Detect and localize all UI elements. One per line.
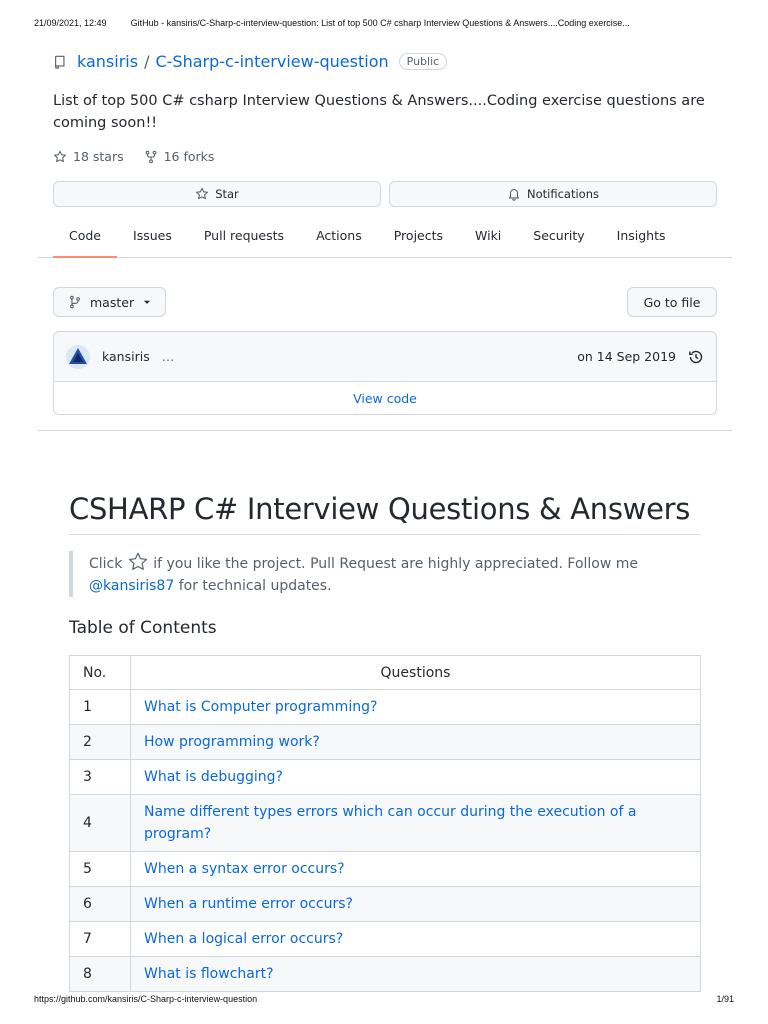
question-link[interactable]: When a logical error occurs? bbox=[131, 922, 701, 957]
repo-description: List of top 500 C# csharp Interview Questions & Answers....Coding exercise questions are coming soon!! bbox=[53, 93, 705, 131]
forks-link[interactable] bbox=[144, 149, 215, 164]
row-number: 5 bbox=[70, 852, 131, 887]
notifications-button[interactable] bbox=[389, 181, 717, 207]
tab-security[interactable]: Security bbox=[533, 227, 585, 243]
branch-name: master bbox=[90, 294, 135, 310]
table-row bbox=[70, 760, 701, 795]
column-header-questions: Questions bbox=[131, 656, 701, 690]
repo-action-buttons bbox=[53, 181, 717, 207]
repo-icon bbox=[53, 55, 67, 69]
question-link[interactable]: What is flowchart? bbox=[131, 957, 701, 992]
commit-author-link[interactable]: kansiris bbox=[102, 349, 150, 364]
table-row bbox=[70, 690, 701, 725]
section-divider bbox=[38, 430, 732, 431]
row-number: 2 bbox=[70, 725, 131, 760]
view-code-link[interactable]: View code bbox=[353, 390, 417, 406]
repo-meta bbox=[53, 149, 214, 164]
repo-header bbox=[53, 52, 447, 71]
star-button-label: Star bbox=[215, 187, 239, 201]
fork-icon bbox=[144, 150, 158, 164]
tab-pull-requests[interactable]: Pull requests bbox=[203, 227, 285, 243]
print-page-title: GitHub - kansiris/C-Sharp-c-interview-question: List of top 500 C# csharp Interview Questions & Answers....Coding exercise... bbox=[130, 18, 630, 28]
row-number: 7 bbox=[70, 922, 131, 957]
quote-body-text: if you like the project. Pull Request are highly appreciated. Follow me bbox=[153, 556, 639, 572]
repo-name-link[interactable]: C-Sharp-c-interview-question bbox=[155, 52, 389, 71]
table-row bbox=[70, 795, 701, 852]
table-row bbox=[70, 922, 701, 957]
repo-slash: / bbox=[144, 52, 150, 71]
print-page-number: 1/91 bbox=[716, 994, 734, 1004]
repo-tabs bbox=[38, 213, 732, 258]
readme-title: CSHARP C# Interview Questions & Answers bbox=[69, 492, 701, 535]
table-row bbox=[70, 957, 701, 992]
star-icon bbox=[53, 150, 67, 164]
commit-date: on 14 Sep 2019 bbox=[577, 349, 676, 364]
tab-wiki[interactable]: Wiki bbox=[475, 227, 502, 243]
print-header bbox=[34, 18, 734, 28]
row-number: 8 bbox=[70, 957, 131, 992]
table-header-row bbox=[70, 656, 701, 690]
tab-projects[interactable]: Projects bbox=[393, 227, 444, 243]
avatar-logo-icon bbox=[66, 345, 90, 369]
branch-icon bbox=[68, 295, 82, 309]
quote-tail-text: for technical updates. bbox=[178, 578, 332, 594]
toc-heading: Table of Contents bbox=[69, 618, 217, 638]
tab-code[interactable]: Code bbox=[53, 213, 117, 257]
tab-insights[interactable]: Insights bbox=[616, 227, 666, 243]
history-icon[interactable] bbox=[688, 349, 704, 365]
print-url: https://github.com/kansiris/C-Sharp-c-interview-question bbox=[34, 994, 258, 1004]
tab-actions[interactable]: Actions bbox=[316, 227, 362, 243]
forks-count: 16 forks bbox=[163, 149, 215, 164]
table-row bbox=[70, 852, 701, 887]
star-icon bbox=[195, 187, 209, 201]
question-link[interactable]: What is Computer programming? bbox=[131, 690, 701, 725]
avatar[interactable] bbox=[66, 345, 90, 369]
stars-count: 18 stars bbox=[73, 149, 124, 164]
questions-table bbox=[69, 655, 701, 992]
bell-icon bbox=[507, 187, 521, 201]
star-icon bbox=[127, 551, 149, 573]
question-link[interactable]: When a runtime error occurs? bbox=[131, 887, 701, 922]
tab-issues[interactable]: Issues bbox=[133, 227, 172, 243]
notifications-button-label: Notifications bbox=[527, 187, 599, 201]
print-datetime: 21/09/2021, 12:49 bbox=[34, 18, 107, 28]
quote-click-text: Click bbox=[89, 556, 123, 572]
table-row bbox=[70, 725, 701, 760]
table-row bbox=[70, 887, 701, 922]
question-link[interactable]: When a syntax error occurs? bbox=[131, 852, 701, 887]
row-number: 4 bbox=[70, 795, 131, 852]
question-link[interactable]: Name different types errors which can occur during the execution of a program? bbox=[131, 795, 701, 852]
row-number: 6 bbox=[70, 887, 131, 922]
go-to-file-button[interactable]: Go to file bbox=[627, 287, 717, 317]
visibility-badge: Public bbox=[399, 53, 448, 70]
latest-commit-box bbox=[53, 331, 717, 415]
column-header-no: No. bbox=[70, 656, 131, 690]
branch-select-button[interactable] bbox=[53, 287, 166, 317]
latest-commit-row bbox=[54, 332, 716, 382]
readme-blockquote bbox=[69, 551, 701, 597]
question-link[interactable]: How programming work? bbox=[131, 725, 701, 760]
question-link[interactable]: What is debugging? bbox=[131, 760, 701, 795]
star-button[interactable] bbox=[53, 181, 381, 207]
row-number: 3 bbox=[70, 760, 131, 795]
twitter-handle-link[interactable]: @kansiris87 bbox=[89, 578, 175, 594]
stars-link[interactable] bbox=[53, 149, 124, 164]
row-number: 1 bbox=[70, 690, 131, 725]
repo-owner-link[interactable]: kansiris bbox=[77, 52, 139, 71]
print-footer bbox=[34, 994, 734, 1004]
commit-message-expand[interactable]: … bbox=[161, 349, 175, 364]
caret-down-icon bbox=[142, 297, 152, 307]
